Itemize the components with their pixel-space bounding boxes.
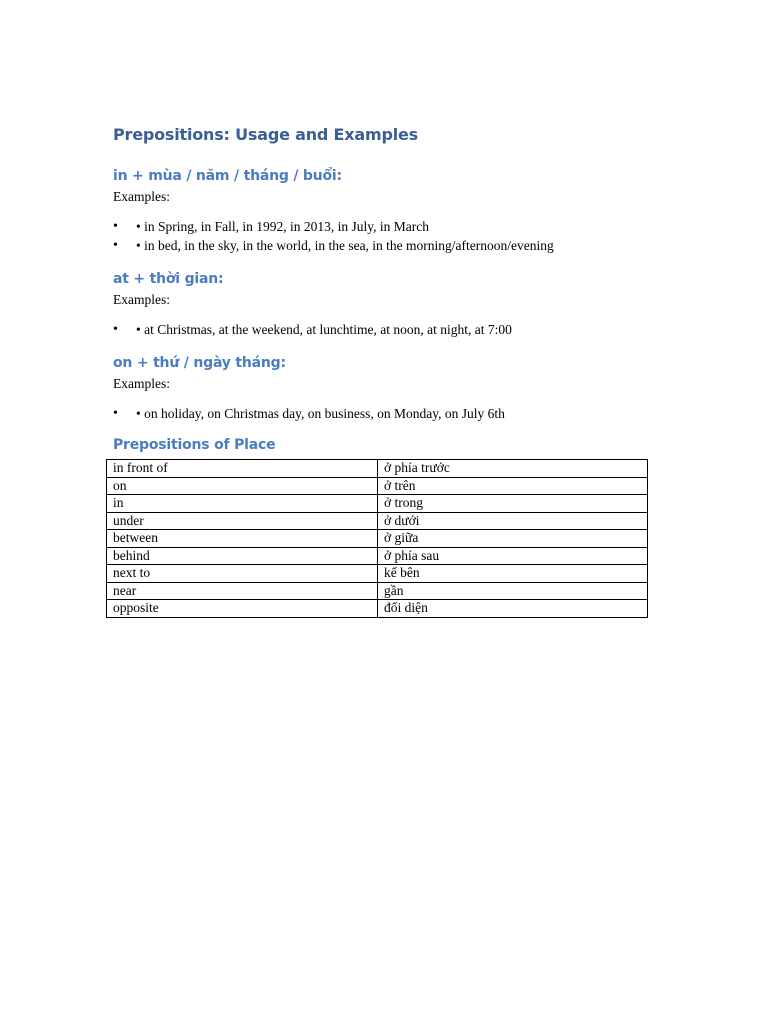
table-cell-vietnamese: ở trên [378, 477, 648, 495]
list-item [113, 236, 653, 255]
table-row [107, 460, 648, 478]
list-item [113, 217, 653, 236]
table-row [107, 512, 648, 530]
table-cell-vietnamese: đối diện [378, 600, 648, 618]
table-cell-english: between [107, 530, 378, 548]
bullet-icon: • [113, 238, 118, 253]
table-cell-english: in [107, 495, 378, 513]
page-title: Prepositions: Usage and Examples [113, 125, 418, 144]
table-cell-english: behind [107, 547, 378, 565]
example-list-in [113, 217, 653, 255]
section-heading-in: in + mùa / năm / tháng / buổi: [113, 168, 342, 184]
example-text: • at Christmas, at the weekend, at lunchtime, at noon, at night, at 7:00 [136, 322, 512, 337]
table-row [107, 582, 648, 600]
examples-label: Examples: [113, 376, 170, 391]
table-cell-english: next to [107, 565, 378, 583]
list-item [113, 320, 653, 339]
table-cell-vietnamese: ở giữa [378, 530, 648, 548]
section-heading-on: on + thứ / ngày tháng: [113, 355, 286, 371]
example-text: • in bed, in the sky, in the world, in the sea, in the morning/afternoon/evening [136, 238, 554, 253]
table-cell-vietnamese: kế bên [378, 565, 648, 583]
list-item [113, 404, 653, 423]
table-row [107, 495, 648, 513]
table-row [107, 600, 648, 618]
table-cell-vietnamese: ở phía trước [378, 460, 648, 478]
example-text: • in Spring, in Fall, in 1992, in 2013, in July, in March [136, 219, 429, 234]
example-list-at [113, 320, 653, 339]
table-cell-english: in front of [107, 460, 378, 478]
example-text: • on holiday, on Christmas day, on business, on Monday, on July 6th [136, 406, 505, 421]
bullet-icon: • [113, 322, 118, 337]
table-cell-vietnamese: gần [378, 582, 648, 600]
table-cell-english: opposite [107, 600, 378, 618]
table-cell-vietnamese: ở dưới [378, 512, 648, 530]
section-heading-at: at + thời gian: [113, 271, 224, 287]
bullet-icon: • [113, 219, 118, 234]
table-cell-vietnamese: ở trong [378, 495, 648, 513]
table-cell-english: under [107, 512, 378, 530]
table-cell-english: on [107, 477, 378, 495]
section-heading-place: Prepositions of Place [113, 437, 276, 453]
table-row [107, 565, 648, 583]
example-list-on [113, 404, 653, 423]
table-row [107, 477, 648, 495]
bullet-icon: • [113, 406, 118, 421]
prepositions-table [106, 459, 648, 618]
examples-label: Examples: [113, 189, 170, 204]
table-cell-vietnamese: ở phía sau [378, 547, 648, 565]
document-page [113, 124, 653, 615]
table-cell-english: near [107, 582, 378, 600]
table-row [107, 530, 648, 548]
examples-label: Examples: [113, 292, 170, 307]
table-row [107, 547, 648, 565]
